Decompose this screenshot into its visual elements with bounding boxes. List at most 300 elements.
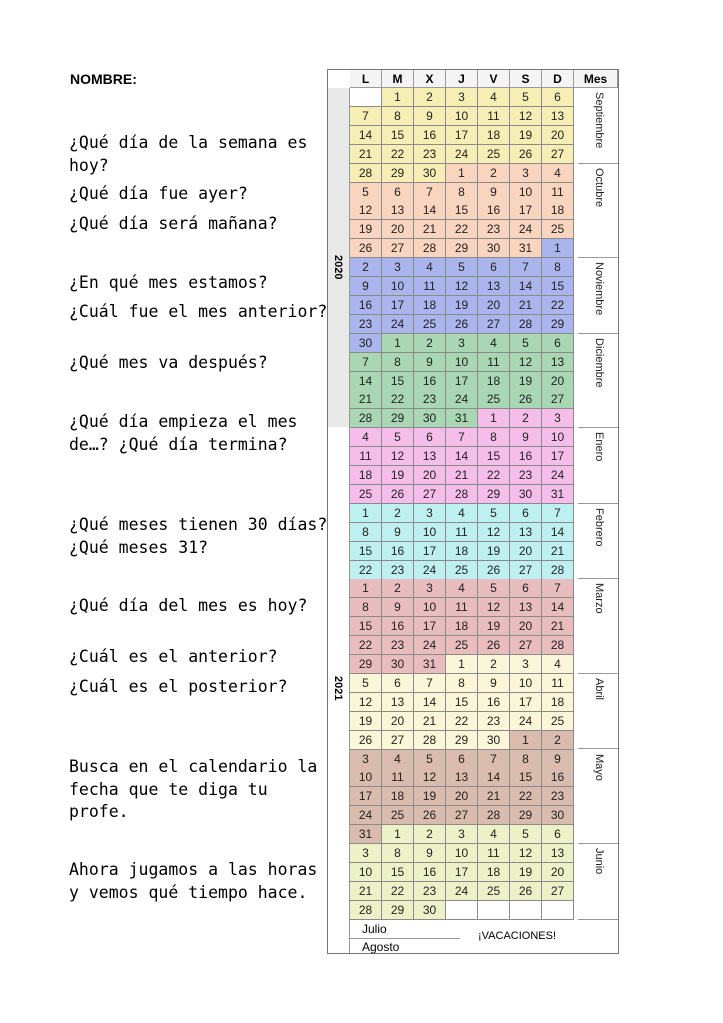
footer-august: Agosto	[362, 940, 400, 954]
day-cell: 28	[542, 561, 574, 580]
day-cell: 25	[414, 315, 446, 334]
day-cell: 18	[478, 126, 510, 145]
day-cell: 30	[478, 239, 510, 258]
day-cell: 19	[478, 542, 510, 561]
day-cell: 22	[382, 882, 414, 901]
day-cell: 23	[542, 787, 574, 806]
empty-cell	[446, 901, 478, 920]
day-cell: 11	[446, 523, 478, 542]
day-cell: 7	[478, 750, 510, 769]
day-cell: 4	[382, 750, 414, 769]
day-cell: 13	[446, 768, 478, 787]
day-cell: 8	[446, 674, 478, 693]
day-cell: 25	[478, 390, 510, 409]
day-cell: 31	[446, 409, 478, 428]
day-cell: 28	[478, 806, 510, 825]
day-cell: 30	[382, 655, 414, 674]
day-cell: 18	[414, 296, 446, 315]
day-cell: 25	[478, 882, 510, 901]
day-cell: 15	[542, 277, 574, 296]
day-cell: 26	[350, 239, 382, 258]
day-cell: 2	[350, 258, 382, 277]
day-cell: 25	[446, 561, 478, 580]
day-cell: 30	[414, 901, 446, 920]
day-cell: 21	[478, 787, 510, 806]
day-cell: 14	[542, 523, 574, 542]
day-cell: 6	[542, 825, 574, 844]
day-cell: 21	[414, 220, 446, 239]
day-cell: 29	[542, 315, 574, 334]
day-cell: 3	[446, 825, 478, 844]
day-cell: 9	[382, 523, 414, 542]
instruction-find-date: Busca en el calendario la fecha que te diga tu profe.	[69, 757, 318, 821]
day-cell: 27	[446, 806, 478, 825]
month-diciembre	[578, 334, 618, 429]
day-cell: 4	[350, 428, 382, 447]
day-cell: 19	[350, 712, 382, 731]
day-cell: 7	[414, 674, 446, 693]
month-label: Mayo	[593, 753, 605, 781]
day-cell: 26	[350, 731, 382, 750]
day-cell: 22	[350, 636, 382, 655]
day-cell: 11	[478, 107, 510, 126]
day-cell: 24	[382, 315, 414, 334]
day-cell: 9	[478, 674, 510, 693]
day-cell: 3	[446, 88, 478, 107]
month-enero	[578, 428, 618, 504]
day-cell: 13	[478, 277, 510, 296]
day-cell: 17	[510, 693, 542, 712]
day-cell: 16	[542, 768, 574, 787]
day-cell: 15	[350, 617, 382, 636]
day-cell: 4	[446, 504, 478, 523]
day-cell: 29	[478, 485, 510, 504]
day-cell: 5	[382, 428, 414, 447]
day-cell: 7	[414, 183, 446, 202]
day-cell: 6	[446, 750, 478, 769]
day-cell: 23	[382, 561, 414, 580]
day-cell: 2	[542, 731, 574, 750]
day-cell: 19	[414, 787, 446, 806]
day-cell: 14	[542, 598, 574, 617]
day-cell: 10	[510, 183, 542, 202]
day-cell: 16	[414, 863, 446, 882]
day-cell: 29	[350, 655, 382, 674]
day-cell: 3	[350, 750, 382, 769]
day-cell: 18	[542, 201, 574, 220]
day-cell: 17	[414, 617, 446, 636]
day-cell: 10	[350, 768, 382, 787]
day-cell: 12	[350, 693, 382, 712]
question-month-start-end: ¿Qué día empieza el mes de…? ¿Qué día termina?	[69, 412, 298, 454]
day-cell: 19	[510, 863, 542, 882]
day-cell: 31	[414, 655, 446, 674]
day-cell: 4	[478, 88, 510, 107]
day-cell: 12	[510, 107, 542, 126]
day-cell: 6	[382, 674, 414, 693]
day-cell: 6	[542, 88, 574, 107]
day-cell: 27	[382, 239, 414, 258]
day-cell: 3	[542, 409, 574, 428]
day-cell: 24	[542, 466, 574, 485]
day-cell: 5	[478, 579, 510, 598]
day-cell: 27	[414, 485, 446, 504]
day-cell: 13	[382, 201, 414, 220]
day-cell: 12	[510, 353, 542, 372]
day-cell: 14	[510, 277, 542, 296]
day-cell: 15	[446, 693, 478, 712]
day-cell: 21	[542, 542, 574, 561]
month-junio	[578, 844, 618, 920]
day-cell: 30	[350, 334, 382, 353]
empty-cell	[542, 901, 574, 920]
day-cell: 26	[510, 390, 542, 409]
day-cell: 11	[414, 277, 446, 296]
day-cell: 3	[414, 504, 446, 523]
day-cell: 5	[478, 504, 510, 523]
day-cell: 7	[350, 107, 382, 126]
day-cell: 1	[446, 655, 478, 674]
instruction-hours-weather: Ahora jugamos a las horas y vemos qué tiempo hace.	[69, 860, 318, 902]
day-cell: 25	[542, 220, 574, 239]
day-cell: 25	[446, 636, 478, 655]
day-cell: 5	[446, 258, 478, 277]
day-cell: 22	[446, 712, 478, 731]
question-next-day: ¿Cuál es el posterior?	[69, 677, 288, 696]
day-cell: 15	[382, 863, 414, 882]
day-cell: 5	[510, 88, 542, 107]
month-octubre	[578, 164, 618, 259]
day-cell: 12	[478, 598, 510, 617]
day-cell: 1	[382, 334, 414, 353]
day-cell: 26	[510, 145, 542, 164]
month-febrero	[578, 504, 618, 580]
month-mayo	[578, 750, 618, 845]
day-cell: 17	[382, 296, 414, 315]
day-cell: 11	[382, 768, 414, 787]
day-cell: 23	[414, 390, 446, 409]
day-cell: 12	[478, 523, 510, 542]
header-l: L	[350, 70, 382, 88]
day-cell: 8	[542, 258, 574, 277]
day-cell: 17	[414, 542, 446, 561]
day-cell: 13	[414, 447, 446, 466]
day-cell: 31	[510, 239, 542, 258]
day-cell: 4	[478, 825, 510, 844]
day-cell: 21	[414, 712, 446, 731]
day-cell: 14	[350, 372, 382, 391]
day-cell: 2	[382, 504, 414, 523]
day-cell: 6	[382, 183, 414, 202]
day-cell: 18	[446, 617, 478, 636]
day-cell: 26	[510, 882, 542, 901]
day-cell: 23	[414, 882, 446, 901]
day-cell: 16	[414, 126, 446, 145]
day-cell: 7	[542, 579, 574, 598]
day-cell: 20	[542, 126, 574, 145]
day-cell: 9	[414, 844, 446, 863]
day-cell: 18	[446, 542, 478, 561]
day-cell: 1	[478, 409, 510, 428]
day-cell: 29	[510, 806, 542, 825]
day-cell: 27	[542, 145, 574, 164]
month-label: Abril	[593, 677, 605, 700]
day-cell: 26	[446, 315, 478, 334]
question-previous-day: ¿Cuál es el anterior?	[69, 647, 278, 666]
footer-july: Julio	[350, 920, 460, 939]
day-cell: 28	[510, 315, 542, 334]
day-cell: 4	[542, 164, 574, 183]
day-cell: 6	[510, 504, 542, 523]
day-cell: 18	[542, 693, 574, 712]
question-current-month: ¿En qué mes estamos?	[69, 273, 268, 292]
day-cell: 12	[382, 447, 414, 466]
day-cell: 8	[382, 844, 414, 863]
day-cell: 4	[542, 655, 574, 674]
day-cell: 7	[446, 428, 478, 447]
day-cell: 19	[382, 466, 414, 485]
month-label: Septiembre	[593, 92, 605, 149]
day-cell: 3	[446, 334, 478, 353]
day-cell: 4	[414, 258, 446, 277]
day-cell: 30	[542, 806, 574, 825]
day-cell: 27	[542, 882, 574, 901]
day-cell: 15	[350, 542, 382, 561]
day-cell: 28	[414, 239, 446, 258]
day-cell: 17	[446, 126, 478, 145]
day-cell: 1	[350, 579, 382, 598]
day-cell: 8	[350, 523, 382, 542]
day-cell: 2	[414, 825, 446, 844]
day-cell: 18	[350, 466, 382, 485]
day-cell: 20	[382, 712, 414, 731]
day-cell: 29	[446, 731, 478, 750]
day-cell: 10	[382, 277, 414, 296]
day-cell: 5	[350, 183, 382, 202]
day-cell: 22	[446, 220, 478, 239]
day-cell: 27	[542, 390, 574, 409]
day-cell: 30	[414, 164, 446, 183]
day-cell: 12	[350, 201, 382, 220]
day-cell: 28	[446, 485, 478, 504]
day-cell: 2	[414, 88, 446, 107]
day-cell: 8	[350, 598, 382, 617]
question-next-month: ¿Qué mes va después?	[69, 353, 268, 372]
day-cell: 30	[414, 409, 446, 428]
day-cell: 20	[542, 863, 574, 882]
day-cell: 19	[510, 372, 542, 391]
day-cell: 19	[510, 126, 542, 145]
day-cell: 15	[446, 201, 478, 220]
day-cell: 21	[542, 617, 574, 636]
day-cell: 2	[478, 164, 510, 183]
day-cell: 22	[542, 296, 574, 315]
vacation-label: ¡VACACIONES!	[478, 930, 557, 942]
day-cell: 27	[510, 561, 542, 580]
day-cell: 14	[446, 447, 478, 466]
day-cell: 15	[510, 768, 542, 787]
day-cell: 4	[446, 579, 478, 598]
day-cell: 5	[350, 674, 382, 693]
day-cell: 13	[542, 353, 574, 372]
day-cell: 21	[350, 882, 382, 901]
day-cell: 11	[478, 353, 510, 372]
day-cell: 16	[382, 617, 414, 636]
empty-cell	[350, 88, 382, 107]
day-cell: 24	[446, 882, 478, 901]
month-label: Marzo	[593, 583, 605, 614]
day-cell: 24	[446, 390, 478, 409]
day-cell: 19	[446, 296, 478, 315]
day-cell: 3	[510, 164, 542, 183]
day-cell: 17	[542, 447, 574, 466]
day-cell: 9	[382, 598, 414, 617]
day-cell: 20	[414, 466, 446, 485]
day-cell: 7	[542, 504, 574, 523]
month-label: Enero	[593, 432, 605, 462]
day-cell: 6	[542, 334, 574, 353]
day-cell: 2	[510, 409, 542, 428]
day-cell: 14	[478, 768, 510, 787]
day-cell: 26	[478, 561, 510, 580]
day-cell: 3	[382, 258, 414, 277]
day-cell: 13	[510, 598, 542, 617]
day-cell: 27	[510, 636, 542, 655]
day-cell: 14	[350, 126, 382, 145]
day-cell: 31	[542, 485, 574, 504]
day-cell: 8	[510, 750, 542, 769]
day-cell: 7	[350, 353, 382, 372]
day-cell: 23	[478, 220, 510, 239]
day-cell: 23	[382, 636, 414, 655]
day-cell: 6	[414, 428, 446, 447]
day-cell: 11	[542, 183, 574, 202]
day-cell: 22	[350, 561, 382, 580]
day-cell: 29	[382, 409, 414, 428]
day-cell: 1	[446, 164, 478, 183]
day-cell: 30	[510, 485, 542, 504]
day-cell: 6	[478, 258, 510, 277]
header-j: J	[446, 70, 478, 88]
day-cell: 24	[510, 220, 542, 239]
day-cell: 13	[510, 523, 542, 542]
day-cell: 20	[446, 787, 478, 806]
day-cell: 24	[510, 712, 542, 731]
day-cell: 18	[382, 787, 414, 806]
day-cell: 17	[446, 372, 478, 391]
day-cell: 1	[542, 239, 574, 258]
day-cell: 3	[350, 844, 382, 863]
header-m: M	[382, 70, 414, 88]
day-cell: 15	[478, 447, 510, 466]
day-cell: 11	[542, 674, 574, 693]
month-label: Octubre	[593, 167, 605, 207]
question-month-lengths: ¿Qué meses tienen 30 días? ¿Qué meses 31?	[69, 515, 328, 557]
month-label: Febrero	[593, 507, 605, 547]
day-cell: 16	[478, 201, 510, 220]
month-abril	[578, 674, 618, 750]
year-band-2020	[328, 88, 350, 427]
day-cell: 25	[478, 145, 510, 164]
day-cell: 1	[382, 88, 414, 107]
day-cell: 10	[510, 674, 542, 693]
day-cell: 16	[478, 693, 510, 712]
month-noviembre	[578, 258, 618, 334]
day-cell: 28	[350, 901, 382, 920]
day-cell: 26	[382, 485, 414, 504]
day-cell: 30	[478, 731, 510, 750]
month-label: Diciembre	[593, 337, 605, 388]
day-cell: 24	[414, 636, 446, 655]
question-yesterday: ¿Qué día fue ayer?	[69, 184, 248, 203]
name-label: NOMBRE:	[70, 71, 137, 87]
day-cell: 9	[414, 107, 446, 126]
day-cell: 1	[382, 825, 414, 844]
day-cell: 7	[510, 258, 542, 277]
day-cell: 16	[350, 296, 382, 315]
day-cell: 9	[542, 750, 574, 769]
header-d: D	[542, 70, 574, 88]
day-cell: 22	[382, 145, 414, 164]
day-cell: 10	[414, 598, 446, 617]
day-cell: 10	[446, 844, 478, 863]
month-septiembre	[578, 88, 618, 164]
question-day-of-week: ¿Qué día de la semana es hoy?	[69, 133, 308, 175]
school-calendar	[327, 69, 619, 954]
day-cell: 5	[414, 750, 446, 769]
day-cell: 21	[350, 390, 382, 409]
day-cell: 25	[382, 806, 414, 825]
day-cell: 28	[414, 731, 446, 750]
day-cell: 27	[478, 315, 510, 334]
day-cell: 21	[510, 296, 542, 315]
day-cell: 10	[414, 523, 446, 542]
day-cell: 11	[350, 447, 382, 466]
day-cell: 23	[510, 466, 542, 485]
day-cell: 23	[414, 145, 446, 164]
day-cell: 20	[478, 296, 510, 315]
day-cell: 22	[478, 466, 510, 485]
day-cell: 9	[414, 353, 446, 372]
month-marzo	[578, 579, 618, 674]
day-cell: 8	[382, 353, 414, 372]
day-cell: 11	[446, 598, 478, 617]
day-cell: 23	[350, 315, 382, 334]
day-cell: 26	[414, 806, 446, 825]
day-cell: 5	[510, 825, 542, 844]
header-x: X	[414, 70, 446, 88]
day-cell: 29	[446, 239, 478, 258]
day-cell: 2	[478, 655, 510, 674]
day-cell: 16	[382, 542, 414, 561]
day-cell: 16	[414, 372, 446, 391]
day-cell: 19	[350, 220, 382, 239]
day-cell: 28	[350, 164, 382, 183]
day-cell: 17	[446, 863, 478, 882]
empty-cell	[510, 901, 542, 920]
day-cell: 31	[350, 825, 382, 844]
day-cell: 10	[542, 428, 574, 447]
day-cell: 21	[446, 466, 478, 485]
day-cell: 6	[510, 579, 542, 598]
day-cell: 15	[382, 126, 414, 145]
month-label: Junio	[593, 848, 605, 875]
day-cell: 12	[414, 768, 446, 787]
day-cell: 3	[510, 655, 542, 674]
day-cell: 18	[478, 372, 510, 391]
day-cell: 4	[478, 334, 510, 353]
day-cell: 13	[542, 107, 574, 126]
